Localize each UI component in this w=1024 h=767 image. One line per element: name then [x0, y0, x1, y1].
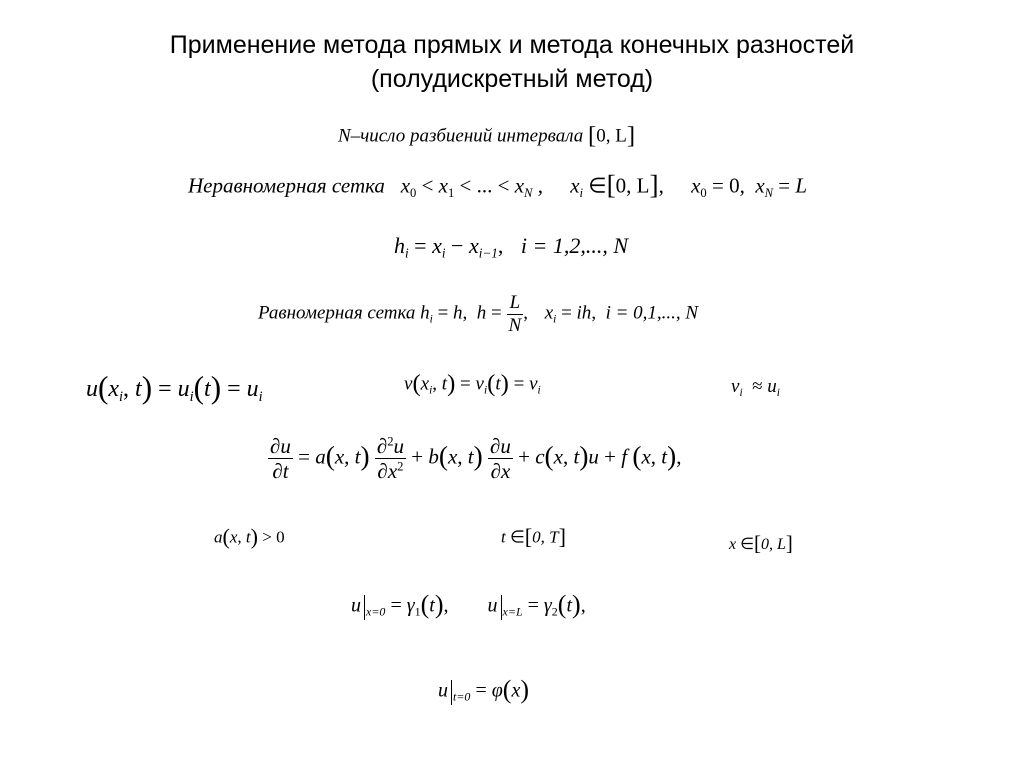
partition-definition: N–число разбиений интервала [0, L] [338, 122, 636, 149]
v-definition: $v(x_i$, $t) = v_i(t) = v_i$ [404, 370, 541, 397]
u-definition: $u(x_i$, $t) = u_i(t) = u_i$ [86, 370, 263, 406]
uneven-grid-formula: Неравномерная сетка $x_0 < x_1$ < ... < $x_N$ , $x_i$ ∈[0, L], $x_0 = 0$, $x_N = L$ [188, 170, 808, 200]
slide-title-line-2: (полудискретный метод) [370, 65, 654, 93]
coefficient-condition: a(x, t) > 0 [214, 524, 285, 549]
even-grid-indices: i = 0,1,..., N [605, 302, 699, 324]
main-equation: $\frac{\partial u}{\partial t}$ = a(x, t) $\frac{\partial^2u}{\partial x^2}$ + b(x, t) $\frac{\partial u}{\partial x}$ + c(x, t)u + f (x, t), [270, 434, 682, 484]
slide-title-line-1: Применение метода прямых и метода конечных разностей [169, 31, 855, 59]
partition-symbol: N [338, 125, 351, 147]
boundary-conditions: u $_{x=0} = \gamma_1(t)$, u $_{x=L} = \gamma_2(t)$, [351, 590, 586, 619]
even-grid-formula: Равномерная сетка $h_i = h$, h = $\frac{L}{N}$ , $x_i$ = ih, i = 0,1,..., N [258, 292, 699, 336]
uneven-grid-label: Неравномерная сетка [188, 173, 385, 198]
step-formula: $h_i = x_i - x_{i-1}$, i = 1,2,..., N [394, 233, 629, 261]
step-indices: i = 1,2,..., N [520, 233, 629, 258]
space-range: x ∈[0, L] [729, 532, 793, 555]
partition-text: число разбиений интервала [360, 125, 584, 147]
step-fraction: $\frac{L}{N}$ [508, 292, 522, 336]
partition-interval: 0, L [596, 125, 627, 147]
approximation: $v_i \approx u_i$ [731, 376, 780, 399]
initial-condition: u $_{t=0}$ = φ(x) [438, 675, 530, 704]
time-range: t ∈[0, T] [501, 524, 566, 549]
even-grid-label: Равномерная сетка [258, 302, 416, 324]
